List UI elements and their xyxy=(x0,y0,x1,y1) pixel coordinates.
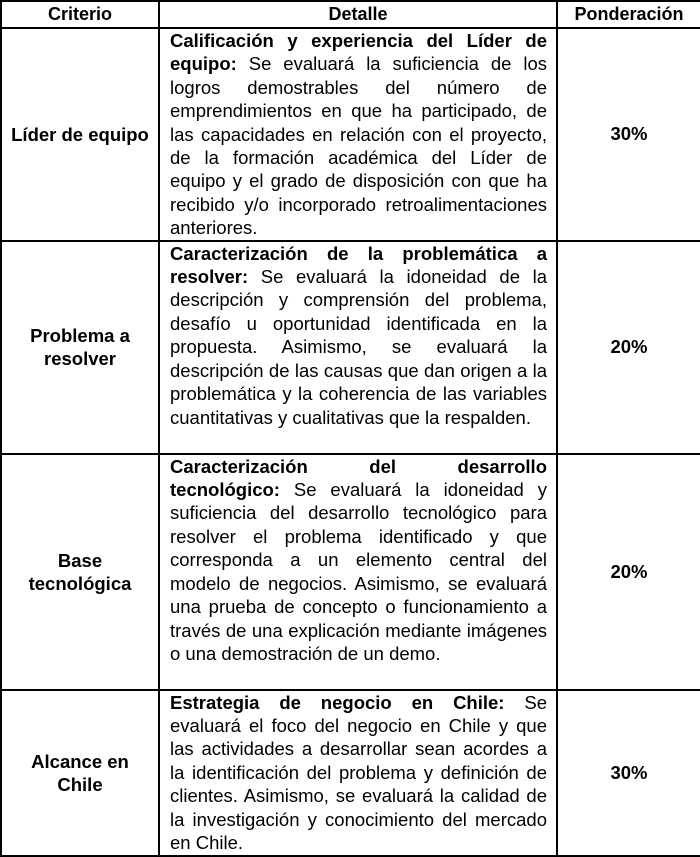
detalle-lead: Caracterización del desarrollo tecnológico: xyxy=(170,455,547,501)
ponderacion-cell: 30% xyxy=(557,28,700,241)
header-ponderacion: Ponderación xyxy=(557,1,700,28)
detalle-cell xyxy=(159,28,557,241)
table-row xyxy=(1,454,700,690)
header-row xyxy=(1,1,700,28)
criterio-cell: Alcance en Chile xyxy=(1,690,159,856)
ponderacion-cell: 20% xyxy=(557,454,700,690)
detalle-text: Se evaluará la idoneidad y suficiencia del desarrollo tecnológico para resolver el problema identificado y que corresponda a un elemento central del modelo de negocios. Asimismo, se evaluará una prueba de concepto o funcionamiento a través de una explicación mediante imágenes o una demostración de un demo. xyxy=(170,479,547,664)
criterio-cell: Líder de equipo xyxy=(1,28,159,241)
ponderacion-cell: 20% xyxy=(557,241,700,454)
detalle-cell xyxy=(159,241,557,454)
table-row xyxy=(1,28,700,241)
detalle-lead: Estrategia de negocio en Chile: xyxy=(170,691,505,713)
detalle-lead: Caracterización de la problemática a resolver: xyxy=(170,242,547,288)
header-criterio: Criterio xyxy=(1,1,159,28)
detalle-text: Se evaluará la idoneidad de la descripción y comprensión del problema, desafío u oportunidad identificada en la propuesta. Asimismo, se evaluará la descripción de las causas que dan origen a la problemática y la coherencia de las variables cuantitativas y cualitativas que la respalden. xyxy=(170,266,547,428)
header-detalle: Detalle xyxy=(159,1,557,28)
detalle-text: Se evaluará el foco del negocio en Chile y que las actividades a desarrollar sean acordes a la identificación del problema y definición de clientes. Asimismo, se evaluará la calidad de la investigación y conocimiento del mercado en Chile. xyxy=(170,691,547,854)
table-row xyxy=(1,241,700,454)
ponderacion-cell: 30% xyxy=(557,690,700,856)
detalle-text: Se evaluará la suficiencia de los logros demostrables del número de emprendimientos en que ha participado, de las capacidades en relación con el proyecto, de la formación académica del Líder de equipo y el grado de disposición con que ha recibido y/o incorporado retroalimentaciones anteriores. xyxy=(170,53,547,239)
criterio-cell: Problema a resolver xyxy=(1,241,159,454)
detalle-cell xyxy=(159,454,557,690)
detalle-cell xyxy=(159,690,557,856)
detalle-lead: Calificación y experiencia del Líder de equipo: xyxy=(170,30,547,75)
criterio-cell: Base tecnológica xyxy=(1,454,159,690)
table-row xyxy=(1,690,700,856)
